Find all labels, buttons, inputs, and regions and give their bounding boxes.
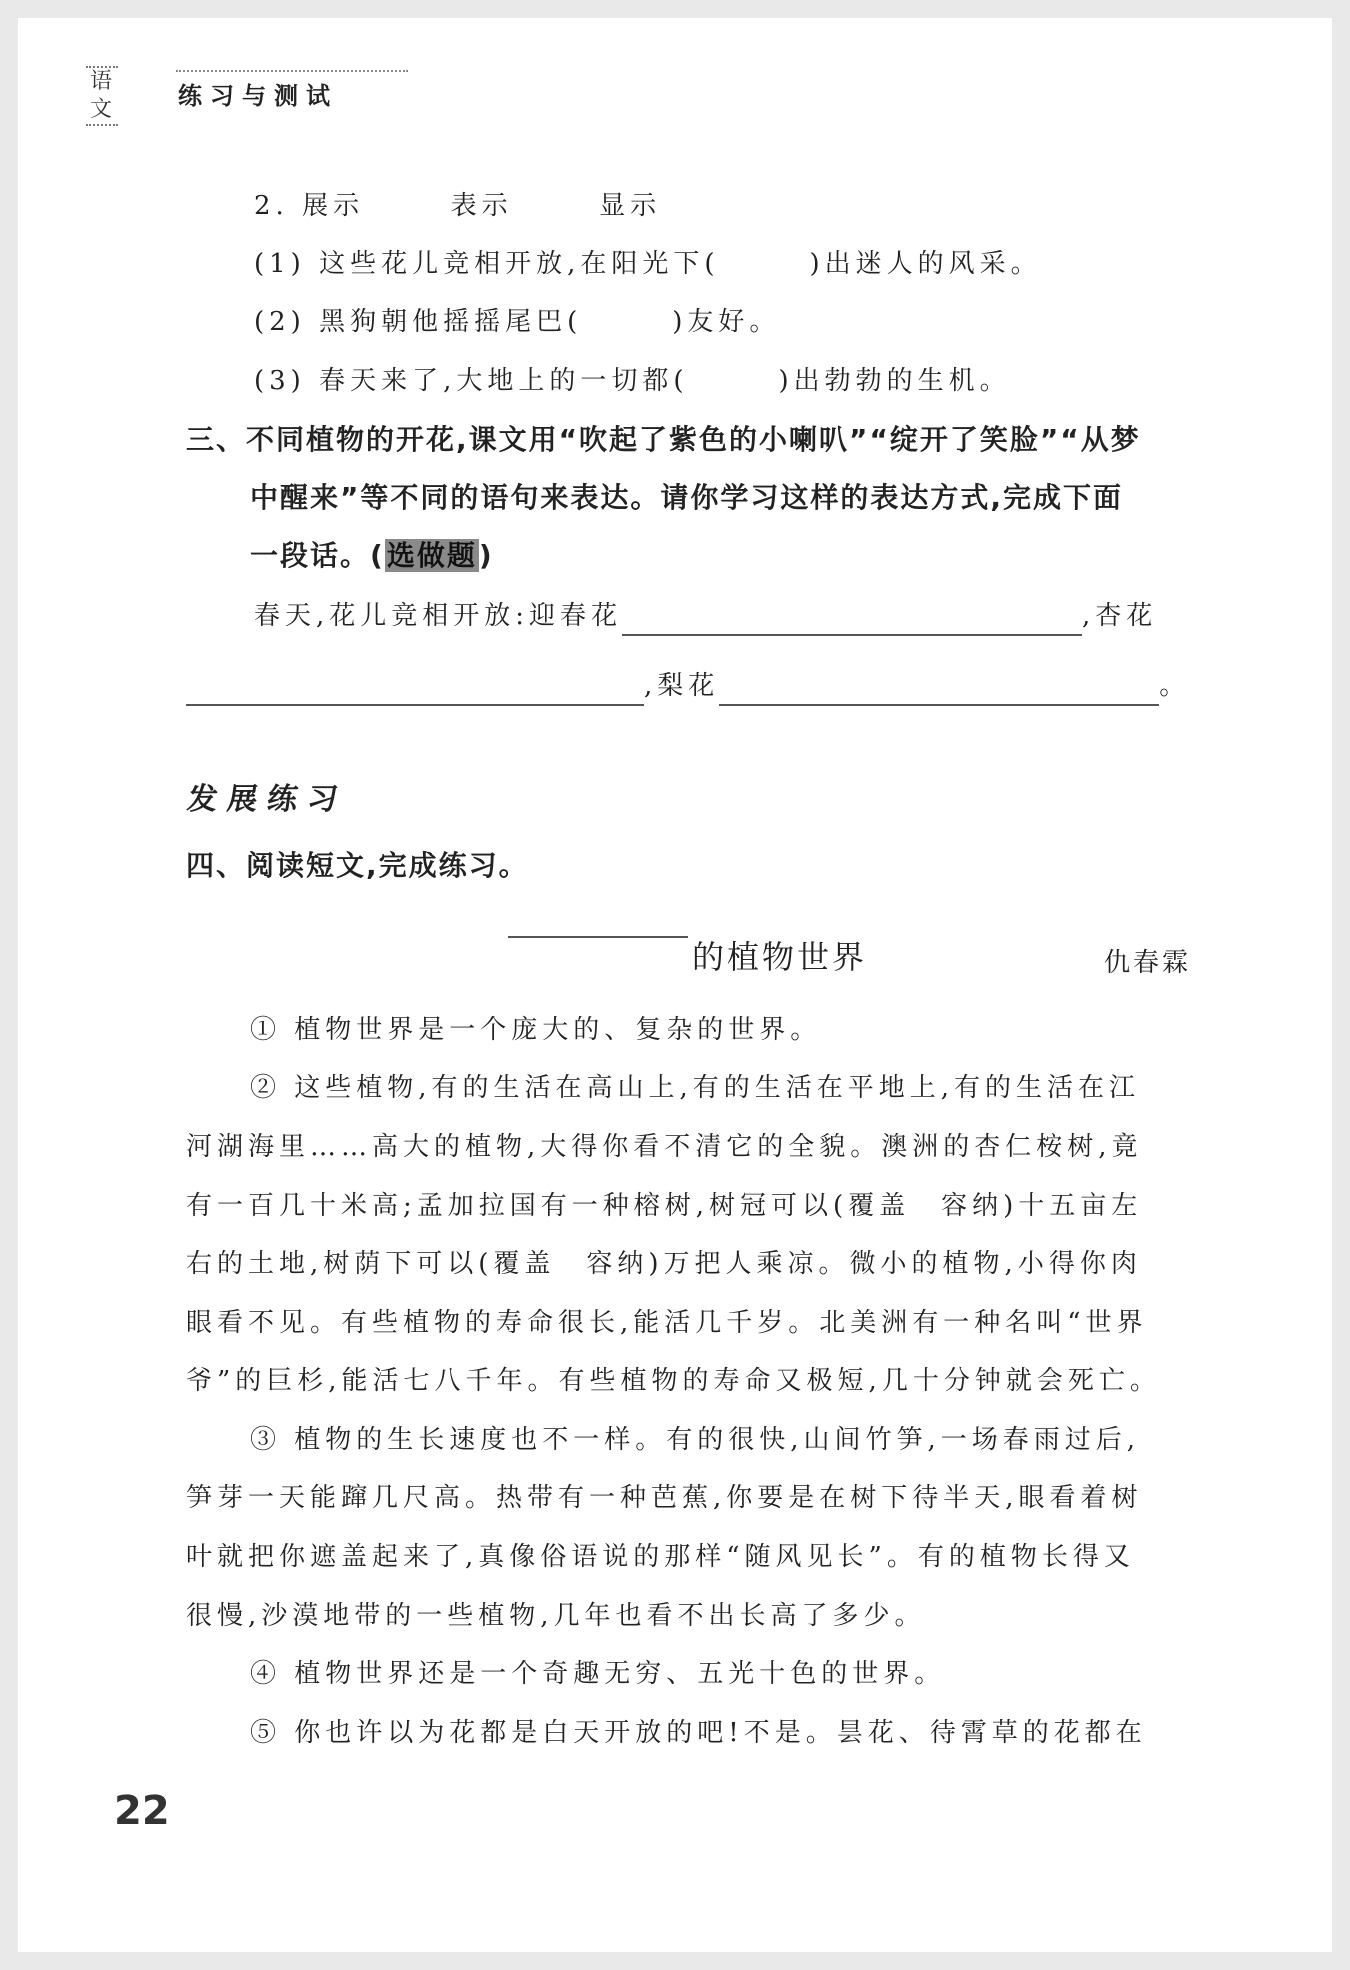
article-author: 仇春霖 [1104,948,1192,978]
article-line: ③ 植物的生长速度也不一样。有的很快,山间竹笋,一场春雨过后, [250,1425,1141,1455]
fill-blank-lihua[interactable] [719,672,1159,706]
q3-prompt-line-2: 中醒来”等不同的语句来表达。请你学习这样的表达方式,完成下面 [250,481,1124,514]
article-title: 的植物世界 [692,938,868,976]
header-dotted-rule [176,70,408,72]
q2-item-3: (3) 春天来了,大地上的一切都( )出勃勃的生机。 [254,366,1011,396]
fill-blank-yingchun[interactable] [622,602,1082,636]
article-line: 眼看不见。有些植物的寿命很长,能活几千岁。北美洲有一种名叫“世界 [186,1308,1148,1338]
q4-heading: 四、阅读短文,完成练习。 [186,849,529,882]
q3-fill-line-2: ,梨花 。 [186,666,1190,706]
article-line: 有一百几十米高;孟加拉国有一种榕树,树冠可以(覆盖 容纳)十五亩左 [186,1191,1143,1221]
book-title: 练习与测试 [178,82,338,110]
page-number: 22 [114,1788,170,1834]
article-line: 爷”的巨杉,能活七八千年。有些植物的寿命又极短,几十分钟就会死亡。 [186,1366,1161,1396]
article-line: ② 这些植物,有的生活在高山上,有的生活在平地上,有的生活在江 [250,1073,1141,1103]
q3-prompt-line-1: 三、不同植物的开花,课文用“吹起了紫色的小喇叭”“绽开了笑脸”“从梦 [186,423,1141,456]
article-line: 笋芽一天能蹿几尺高。热带有一种芭蕉,你要是在树下待半天,眼看着树 [186,1483,1143,1513]
article-line: 叶就把你遮盖起来了,真像俗语说的那样“随风见长”。有的植物长得又 [186,1542,1135,1572]
word-option-3: 显示 [599,191,662,221]
word-option-2: 表示 [450,191,513,221]
article-line: ⑤ 你也许以为花都是白天开放的吧!不是。昙花、待霄草的花都在 [250,1718,1147,1748]
article-line: 河湖海里……高大的植物,大得你看不清它的全貌。澳洲的杏仁桉树,竟 [186,1132,1143,1162]
article-line: 很慢,沙漠地带的一些植物,几年也看不出长高了多少。 [186,1601,926,1631]
optional-question-tag: 选做题 [386,539,477,572]
article-line: ④ 植物世界还是一个奇趣无穷、五光十色的世界。 [250,1659,946,1689]
q3-prompt-line-3: 一段话。(选做题) [250,539,494,572]
q2-word-choices [254,186,661,226]
word-option-1: 2. 展示 [254,191,365,221]
title-blank[interactable] [508,936,688,938]
workbook-page [18,18,1332,1952]
article-line: 右的土地,树荫下可以(覆盖 容纳)万把人乘凉。微小的植物,小得你肉 [186,1249,1142,1279]
q3-fill-line-1: 春天,花儿竞相开放:迎春花 ,杏花 [254,596,1157,636]
article-line: ① 植物世界是一个庞大的、复杂的世界。 [250,1015,822,1045]
q2-item-2: (2) 黑狗朝他摇摇尾巴( )友好。 [254,307,781,337]
q2-item-1: (1) 这些花儿竞相开放,在阳光下( )出迷人的风采。 [254,249,1042,279]
fill-blank-xinghua[interactable] [186,672,644,706]
section-title: 发展练习 [185,782,350,817]
subject-label: 语文 [86,66,118,126]
